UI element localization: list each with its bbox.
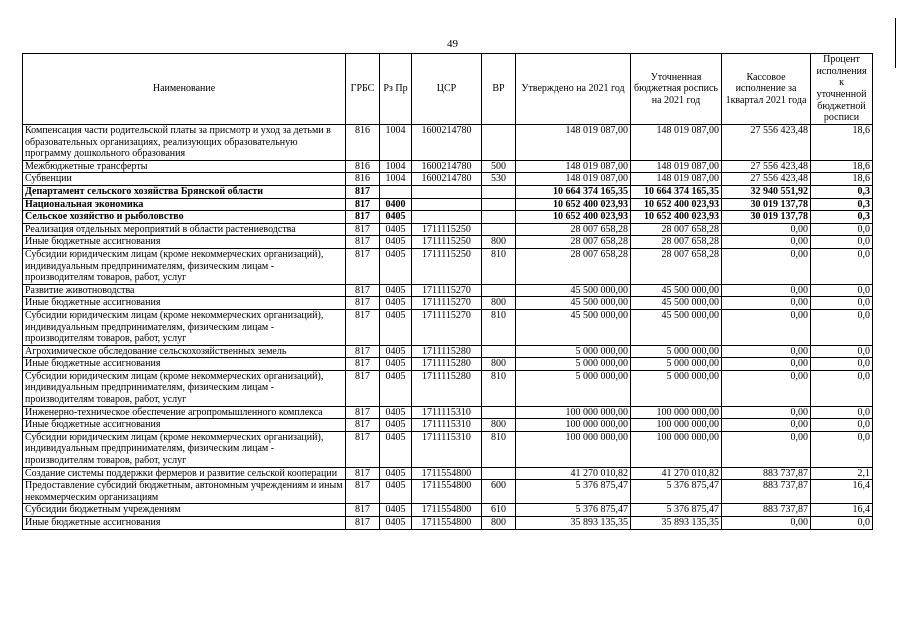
row-percent-cell: 0,0 [811,431,873,467]
row-revised-cell: 5 000 000,00 [631,358,722,371]
table-row [23,467,873,480]
row-vr-cell: 800 [482,517,516,530]
row-name-cell: Субсидии юридическим лицам (кроме некоммерческих организаций), индивидуальным предпринимателям, физическим лицам - производителям товаров, работ, услуг [23,248,346,284]
row-rzpr-cell: 0405 [380,504,412,517]
row-percent-cell: 0,3 [811,211,873,224]
table-row [23,211,873,224]
row-name-cell: Развитие животноводства [23,284,346,297]
row-csr-cell: 1711115270 [412,297,482,310]
row-vr-cell [482,284,516,297]
table-row [23,198,873,211]
row-grbs-cell: 817 [346,236,380,249]
row-rzpr-cell: 0405 [380,431,412,467]
row-name-cell: Реализация отдельных мероприятий в области растениеводства [23,223,346,236]
row-rzpr-cell: 0405 [380,223,412,236]
row-name-cell: Инженерно-техническое обеспечение агропромышленного комплекса [23,406,346,419]
row-grbs-cell: 817 [346,504,380,517]
page-edge-line [895,18,896,68]
row-csr-cell: 1711115250 [412,248,482,284]
row-cash-cell: 27 556 423,48 [722,125,811,161]
table-row [23,406,873,419]
row-grbs-cell: 817 [346,309,380,345]
row-rzpr-cell: 0405 [380,236,412,249]
row-vr-cell [482,467,516,480]
table-row [23,309,873,345]
row-rzpr-cell: 0405 [380,297,412,310]
row-revised-cell: 148 019 087,00 [631,125,722,161]
row-rzpr-cell: 0405 [380,309,412,345]
table-row [23,345,873,358]
row-csr-cell: 1711115280 [412,358,482,371]
row-vr-cell: 800 [482,236,516,249]
row-csr-cell: 1600214780 [412,173,482,186]
row-grbs-cell: 817 [346,185,380,198]
table-row [23,236,873,249]
row-cash-cell: 0,00 [722,223,811,236]
row-grbs-cell: 817 [346,345,380,358]
row-percent-cell: 18,6 [811,125,873,161]
row-csr-cell: 1711115310 [412,419,482,432]
row-cash-cell: 0,00 [722,358,811,371]
row-rzpr-cell: 0405 [380,517,412,530]
row-grbs-cell: 817 [346,517,380,530]
header-name: Наименование [23,54,346,125]
row-vr-cell [482,185,516,198]
row-percent-cell: 0,0 [811,236,873,249]
row-cash-cell: 30 019 137,78 [722,211,811,224]
row-percent-cell: 0,0 [811,406,873,419]
row-approved-cell: 100 000 000,00 [516,419,631,432]
row-vr-cell: 800 [482,419,516,432]
row-grbs-cell: 817 [346,467,380,480]
row-revised-cell: 100 000 000,00 [631,406,722,419]
row-revised-cell: 10 664 374 165,35 [631,185,722,198]
row-percent-cell: 18,6 [811,173,873,186]
row-cash-cell: 883 737,87 [722,467,811,480]
row-rzpr-cell: 0405 [380,345,412,358]
row-csr-cell: 1711554800 [412,504,482,517]
budget-table [22,53,873,530]
row-revised-cell: 5 000 000,00 [631,370,722,406]
row-rzpr-cell: 0405 [380,248,412,284]
row-cash-cell: 0,00 [722,284,811,297]
row-name-cell: Иные бюджетные ассигнования [23,358,346,371]
row-vr-cell: 800 [482,358,516,371]
table-row [23,160,873,173]
row-revised-cell: 45 500 000,00 [631,309,722,345]
header-rzpr: Рз Пр [380,54,412,125]
header-cash: Кассовое исполнение за 1квартал 2021 года [722,54,811,125]
row-revised-cell: 100 000 000,00 [631,431,722,467]
row-vr-cell: 810 [482,431,516,467]
row-csr-cell [412,211,482,224]
row-rzpr-cell: 0405 [380,419,412,432]
row-revised-cell: 10 652 400 023,93 [631,211,722,224]
row-revised-cell: 100 000 000,00 [631,419,722,432]
row-revised-cell: 45 500 000,00 [631,284,722,297]
row-csr-cell: 1711115280 [412,345,482,358]
row-cash-cell: 0,00 [722,517,811,530]
row-cash-cell: 0,00 [722,345,811,358]
row-percent-cell: 0,0 [811,284,873,297]
row-revised-cell: 28 007 658,28 [631,248,722,284]
row-approved-cell: 100 000 000,00 [516,406,631,419]
row-approved-cell: 45 500 000,00 [516,284,631,297]
header-approved: Утверждено на 2021 год [516,54,631,125]
row-percent-cell: 0,0 [811,248,873,284]
row-csr-cell: 1711115310 [412,406,482,419]
row-vr-cell: 600 [482,480,516,504]
table-row [23,223,873,236]
row-name-cell: Иные бюджетные ассигнования [23,517,346,530]
row-percent-cell: 0,0 [811,370,873,406]
row-csr-cell: 1711115250 [412,236,482,249]
row-revised-cell: 45 500 000,00 [631,297,722,310]
row-name-cell: Департамент сельского хозяйства Брянской области [23,185,346,198]
row-vr-cell: 500 [482,160,516,173]
row-csr-cell: 1600214780 [412,160,482,173]
row-csr-cell: 1711115310 [412,431,482,467]
row-percent-cell: 0,0 [811,419,873,432]
row-rzpr-cell: 1004 [380,160,412,173]
table-row [23,480,873,504]
row-name-cell: Субсидии юридическим лицам (кроме некоммерческих организаций), индивидуальным предпринимателям, физическим лицам - производителям товаров, работ, услуг [23,431,346,467]
row-approved-cell: 10 664 374 165,35 [516,185,631,198]
row-revised-cell: 5 376 875,47 [631,504,722,517]
row-revised-cell: 148 019 087,00 [631,173,722,186]
row-grbs-cell: 817 [346,211,380,224]
row-name-cell: Иные бюджетные ассигнования [23,419,346,432]
row-vr-cell [482,345,516,358]
row-percent-cell: 0,0 [811,223,873,236]
row-approved-cell: 148 019 087,00 [516,160,631,173]
row-grbs-cell: 817 [346,248,380,284]
row-grbs-cell: 817 [346,431,380,467]
row-vr-cell: 530 [482,173,516,186]
row-grbs-cell: 817 [346,358,380,371]
table-row [23,248,873,284]
row-percent-cell: 0,0 [811,345,873,358]
row-approved-cell: 5 376 875,47 [516,480,631,504]
row-approved-cell: 28 007 658,28 [516,236,631,249]
row-name-cell: Иные бюджетные ассигнования [23,236,346,249]
row-rzpr-cell: 1004 [380,173,412,186]
row-percent-cell: 0,3 [811,198,873,211]
header-csr: ЦСР [412,54,482,125]
row-approved-cell: 35 893 135,35 [516,517,631,530]
row-grbs-cell: 817 [346,297,380,310]
row-name-cell: Субвенции [23,173,346,186]
row-approved-cell: 41 270 010,82 [516,467,631,480]
row-grbs-cell: 817 [346,406,380,419]
row-vr-cell [482,223,516,236]
row-rzpr-cell: 0405 [380,467,412,480]
table-row [23,517,873,530]
row-name-cell: Субсидии юридическим лицам (кроме некоммерческих организаций), индивидуальным предпринимателям, физическим лицам - производителям товаров, работ, услуг [23,370,346,406]
row-vr-cell [482,198,516,211]
row-name-cell: Создание системы поддержки фермеров и развитие сельской кооперации [23,467,346,480]
row-vr-cell: 810 [482,370,516,406]
row-csr-cell: 1711115250 [412,223,482,236]
row-rzpr-cell: 0400 [380,198,412,211]
row-rzpr-cell: 0405 [380,358,412,371]
row-grbs-cell: 817 [346,223,380,236]
row-cash-cell: 27 556 423,48 [722,173,811,186]
row-percent-cell: 0,0 [811,297,873,310]
row-percent-cell: 0,3 [811,185,873,198]
row-rzpr-cell: 1004 [380,125,412,161]
row-revised-cell: 35 893 135,35 [631,517,722,530]
table-row [23,297,873,310]
row-approved-cell: 148 019 087,00 [516,125,631,161]
row-cash-cell: 0,00 [722,406,811,419]
row-approved-cell: 100 000 000,00 [516,431,631,467]
row-vr-cell [482,406,516,419]
row-approved-cell: 5 000 000,00 [516,370,631,406]
header-percent: Процент исполнения к уточненной бюджетной росписи [811,54,873,125]
row-cash-cell: 0,00 [722,309,811,345]
row-cash-cell: 0,00 [722,419,811,432]
row-rzpr-cell: 0405 [380,284,412,297]
header-grbs: ГРБС [346,54,380,125]
row-name-cell: Агрохимическое обследование сельскохозяйственных земель [23,345,346,358]
row-cash-cell: 0,00 [722,431,811,467]
row-percent-cell: 0,0 [811,517,873,530]
row-vr-cell: 810 [482,248,516,284]
row-grbs-cell: 817 [346,284,380,297]
row-revised-cell: 5 000 000,00 [631,345,722,358]
row-percent-cell: 0,0 [811,358,873,371]
page-number: 49 [447,38,458,50]
table-row [23,173,873,186]
table-row [23,125,873,161]
row-csr-cell: 1711115270 [412,284,482,297]
row-rzpr-cell: 0405 [380,406,412,419]
row-csr-cell [412,185,482,198]
row-approved-cell: 10 652 400 023,93 [516,198,631,211]
row-vr-cell: 810 [482,309,516,345]
row-approved-cell: 45 500 000,00 [516,297,631,310]
header-vr: ВР [482,54,516,125]
row-rzpr-cell: 0405 [380,370,412,406]
row-revised-cell: 148 019 087,00 [631,160,722,173]
table-row [23,358,873,371]
row-approved-cell: 45 500 000,00 [516,309,631,345]
row-cash-cell: 883 737,87 [722,480,811,504]
row-percent-cell: 16,4 [811,480,873,504]
row-revised-cell: 10 652 400 023,93 [631,198,722,211]
row-csr-cell: 1711554800 [412,480,482,504]
row-cash-cell: 0,00 [722,236,811,249]
row-name-cell: Национальная экономика [23,198,346,211]
row-approved-cell: 28 007 658,28 [516,248,631,284]
row-rzpr-cell: 0405 [380,211,412,224]
row-revised-cell: 28 007 658,28 [631,223,722,236]
row-cash-cell: 883 737,87 [722,504,811,517]
row-grbs-cell: 817 [346,198,380,211]
row-vr-cell [482,125,516,161]
row-approved-cell: 5 000 000,00 [516,345,631,358]
row-name-cell: Иные бюджетные ассигнования [23,297,346,310]
row-csr-cell: 1711554800 [412,517,482,530]
table-header-row [23,54,873,125]
row-grbs-cell: 817 [346,480,380,504]
row-grbs-cell: 816 [346,160,380,173]
row-rzpr-cell [380,185,412,198]
row-csr-cell [412,198,482,211]
row-csr-cell: 1711115270 [412,309,482,345]
row-approved-cell: 10 652 400 023,93 [516,211,631,224]
row-name-cell: Компенсация части родительской платы за присмотр и уход за детьми в образовательных организациях, реализующих образовательную программу дошкольного образования [23,125,346,161]
row-grbs-cell: 816 [346,125,380,161]
row-csr-cell: 1711554800 [412,467,482,480]
row-vr-cell: 800 [482,297,516,310]
row-vr-cell [482,211,516,224]
row-revised-cell: 41 270 010,82 [631,467,722,480]
row-approved-cell: 28 007 658,28 [516,223,631,236]
row-name-cell: Субсидии юридическим лицам (кроме некоммерческих организаций), индивидуальным предпринимателям, физическим лицам - производителям товаров, работ, услуг [23,309,346,345]
table-row [23,370,873,406]
row-percent-cell: 2,1 [811,467,873,480]
row-approved-cell: 148 019 087,00 [516,173,631,186]
row-revised-cell: 28 007 658,28 [631,236,722,249]
row-percent-cell: 18,6 [811,160,873,173]
table-row [23,431,873,467]
row-name-cell: Межбюджетные трансферты [23,160,346,173]
header-revised: Уточненная бюджетная роспись на 2021 год [631,54,722,125]
row-vr-cell: 610 [482,504,516,517]
row-percent-cell: 16,4 [811,504,873,517]
row-cash-cell: 0,00 [722,297,811,310]
row-name-cell: Предоставление субсидий бюджетным, автономным учреждениям и иным некоммерческим организациям [23,480,346,504]
table-row [23,419,873,432]
row-csr-cell: 1600214780 [412,125,482,161]
table-row [23,284,873,297]
table-row [23,185,873,198]
row-grbs-cell: 816 [346,173,380,186]
row-revised-cell: 5 376 875,47 [631,480,722,504]
row-rzpr-cell: 0405 [380,480,412,504]
row-grbs-cell: 817 [346,419,380,432]
row-name-cell: Сельское хозяйство и рыболовство [23,211,346,224]
row-approved-cell: 5 000 000,00 [516,358,631,371]
table-row [23,504,873,517]
row-grbs-cell: 817 [346,370,380,406]
row-approved-cell: 5 376 875,47 [516,504,631,517]
row-cash-cell: 0,00 [722,248,811,284]
row-cash-cell: 0,00 [722,370,811,406]
row-name-cell: Субсидии бюджетным учреждениям [23,504,346,517]
row-csr-cell: 1711115280 [412,370,482,406]
row-cash-cell: 27 556 423,48 [722,160,811,173]
row-cash-cell: 30 019 137,78 [722,198,811,211]
row-cash-cell: 32 940 551,92 [722,185,811,198]
row-percent-cell: 0,0 [811,309,873,345]
